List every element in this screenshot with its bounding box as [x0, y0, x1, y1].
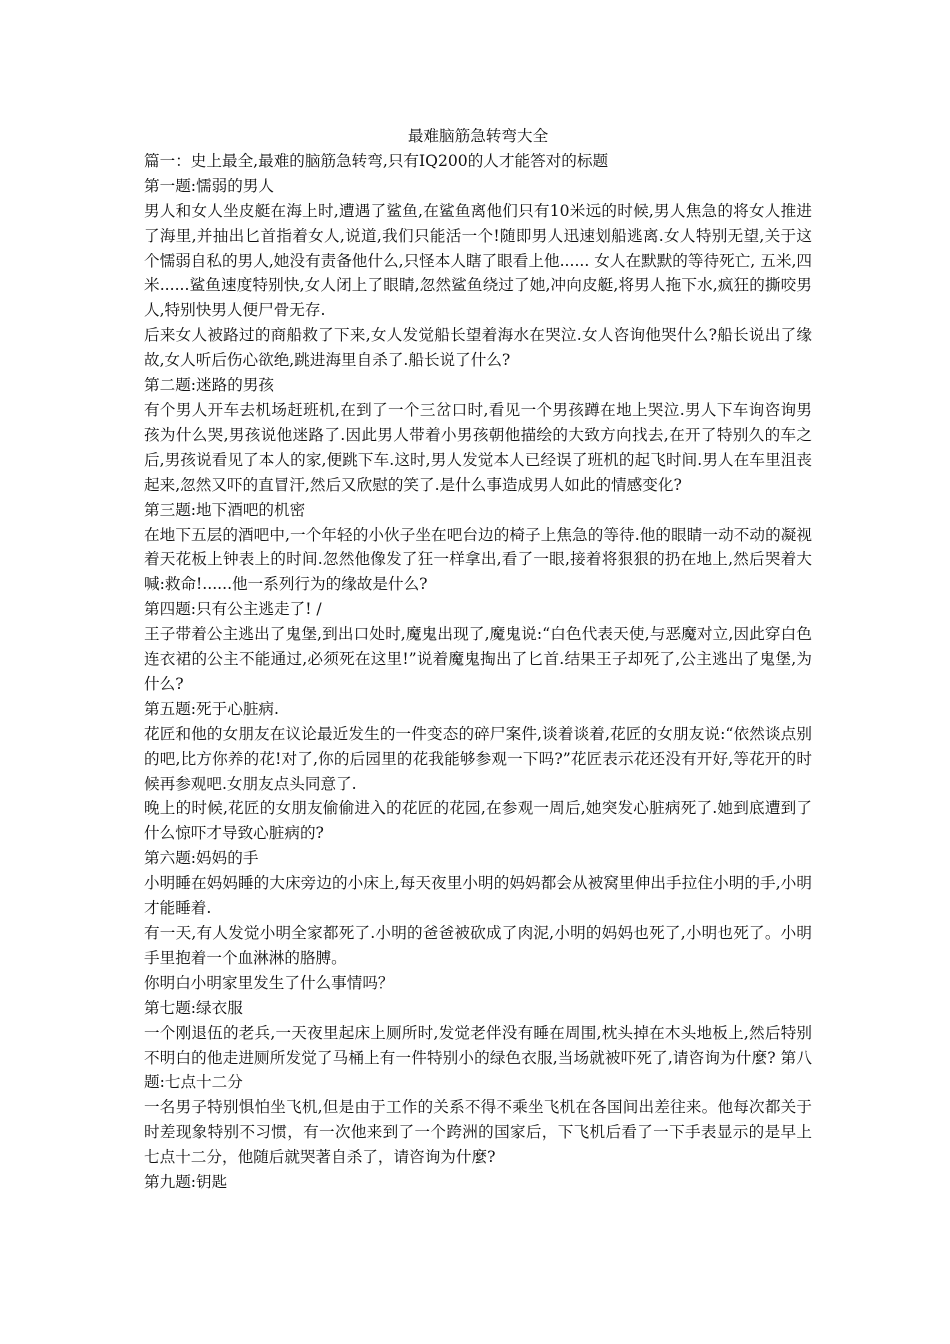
paragraph: 有一天,有人发觉小明全家都死了.小明的爸爸被砍成了肉泥,小明的妈妈也死了,小明也死了。小明手里抱着一个血淋淋的胳膊。 [144, 924, 812, 967]
document-title: 最难脑筋急转弯大全 [407, 127, 549, 145]
paragraph: 男人和女人坐皮艇在海上时,遭遇了鲨鱼,在鲨鱼离他们只有10米远的时候,男人焦急的将女人推进了海里,并抽出匕首指着女人,说道,我们只能活一个!随即男人迅速划船逃离.女人特别无望,关于这个懦弱自私的男人,她没有责备他什么,只怪本人瞎了眼看上他...... 女人在默默的等待死亡, 五米,四米......鲨鱼速度特别快,女人闭上了眼睛,忽然鲨鱼绕过了她,冲向皮艇,将男人拖下水,疯狂的撕咬男人,特别快男人便尸骨无存. [144, 201, 812, 320]
question-heading: 第一题:懦弱的男人 [144, 176, 275, 195]
text-line: 篇一：史上最全,最难的脑筋急转弯,只有IQ200的人才能答对的标题 [144, 151, 609, 170]
document-text [144, 149, 812, 1195]
question-heading: 第五题:死于心脏病. [144, 699, 279, 718]
paragraph: 你明白小明家里发生了什么事情吗？ [144, 973, 394, 992]
paragraph: 小明睡在妈妈睡的大床旁边的小床上,每天夜里小明的妈妈都会从被窝里伸出手拉住小明的手,小明才能睡着. [144, 874, 812, 918]
paragraph: 晚上的时候,花匠的女朋友偷偷进入的花匠的花园,在参观一周后,她突发心脏病死了.她到底遭到了什么惊吓才导致心脏病的? [144, 799, 812, 843]
question-heading: 第六题:妈妈的手 [144, 849, 259, 868]
paragraph: 王子带着公主逃出了鬼堡,到出口处时,魔鬼出现了,魔鬼说:“白色代表天使,与恶魔对立,因此穿白色连衣裙的公主不能通过,必须死在这里!”说着魔鬼掏出了匕首.结果王子却死了,公主逃出了鬼堡,为什么? [144, 625, 812, 693]
paragraph: 一个刚退伍的老兵,一天夜里起床上厕所时,发觉老伴没有睡在周围,枕头掉在木头地板上,然后特别不明白的他走进厕所发觉了马桶上有一件特别小的绿色衣服,当场就被吓死了,请咨询为什麼? 第八题:七点十二分 [144, 1023, 812, 1092]
question-heading: 第四题:只有公主逃走了! / [144, 600, 322, 619]
question-heading: 第三题:地下酒吧的机密 [144, 500, 306, 519]
paragraph: 后来女人被路过的商船救了下来,女人发觉船长望着海水在哭泣.女人咨询他哭什么?船长说出了缘故,女人听后伤心欲绝,跳进海里自杀了.船长说了什么? [144, 326, 812, 370]
paragraph: 在地下五层的酒吧中,一个年轻的小伙子坐在吧台边的椅子上焦急的等待.他的眼睛一动不动的凝视着天花板上钟表上的时间.忽然他像发了狂一样拿出,看了一眼,接着将狠狠的扔在地上,然后哭着大喊:救命!......他一系列行为的缘故是什么? [144, 525, 812, 594]
question-heading: 第七题:绿衣服 [144, 998, 243, 1017]
document-body [144, 124, 812, 1195]
question-heading: 第二题:迷路的男孩 [144, 376, 275, 395]
question-heading: 第九题:钥匙 [144, 1173, 228, 1192]
paragraph: 花匠和他的女朋友在议论最近发生的一件变态的碎尸案件,谈着谈着,花匠的女朋友说:“依然谈点别的吧,比方你养的花!对了,你的后园里的花我能够参观一下吗?”花匠表示花还没有开好,等花开的时候再参观吧.女朋友点头同意了. [144, 724, 812, 793]
paragraph: 有个男人开车去机场赶班机,在到了一个三岔口时,看见一个男孩蹲在地上哭泣.男人下车询咨询男孩为什么哭,男孩说他迷路了.因此男人带着小男孩朝他描绘的大致方向找去,在开了特别久的车之后,男孩说看见了本人的家,便跳下车.这时,男人发觉本人已经误了班机的起飞时间.男人在车里沮丧起来,忽然又吓的直冒汗,然后又欣慰的笑了.是什么事造成男人如此的情感变化? [144, 400, 812, 494]
paragraph: 一名男子特别惧怕坐飞机,但是由于工作的关系不得不乘坐飞机在各国间出差往来。他每次都关于时差现象特别不习惯，有一次他来到了一个跨洲的国家后，下飞机后看了一下手表显示的是早上七点十二分，他随后就哭著自杀了，请咨询为什麼? [144, 1098, 812, 1167]
